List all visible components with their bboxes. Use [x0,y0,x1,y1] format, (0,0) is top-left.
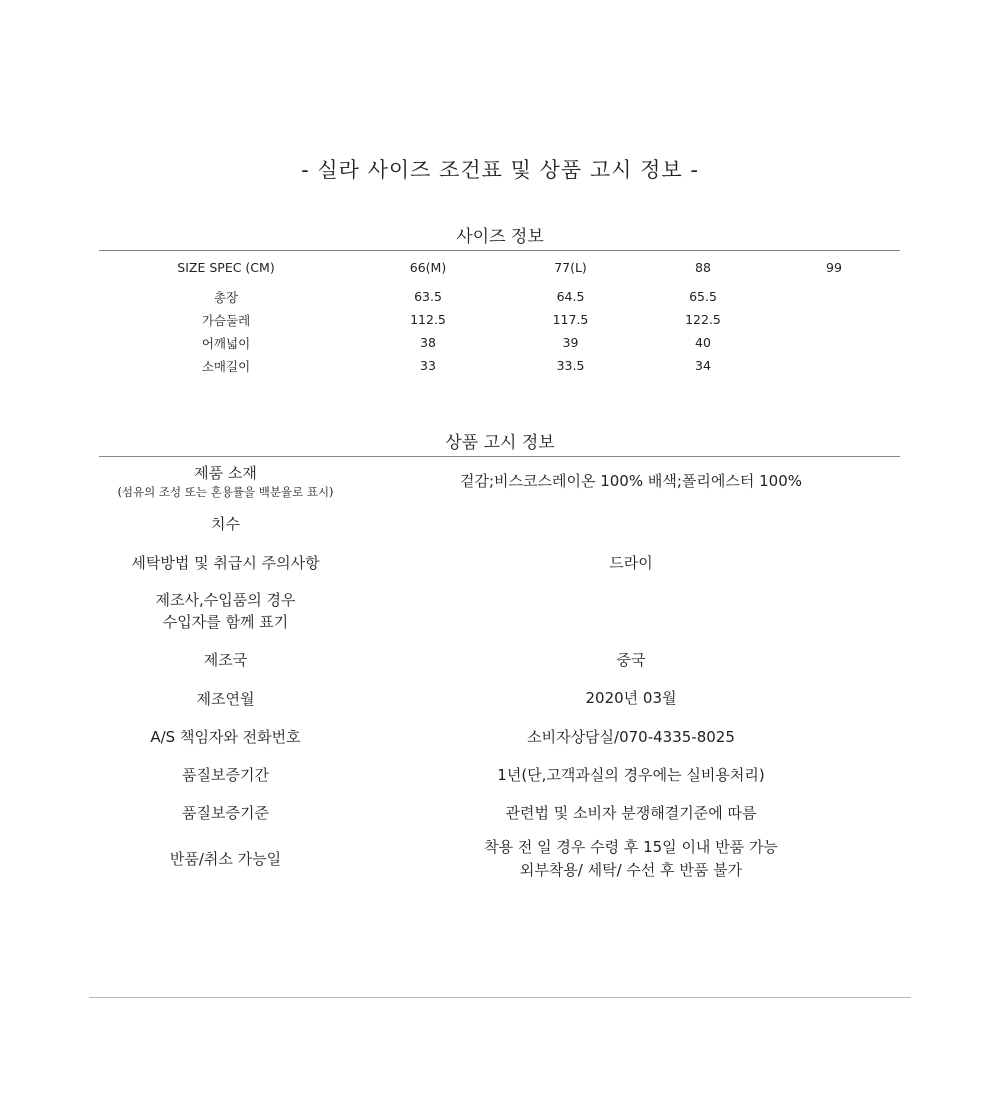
size-header-77: 77(L) [554,259,587,275]
info-value: 중국 [616,650,646,669]
info-label [99,589,352,633]
product-info-table [99,459,900,886]
info-label: 세탁방법 및 취급시 주의사항 [131,554,320,572]
size-section-divider [99,250,900,251]
info-section-title: 상품 고시 정보 [445,433,555,453]
size-table [99,256,900,377]
table-row [99,331,900,354]
size-row-label: 가슴둘레 [201,312,251,328]
size-section-title: 사이즈 정보 [456,227,544,247]
bottom-divider [89,997,911,998]
info-label: 제조국 [203,651,248,669]
table-row [99,354,900,377]
info-section-divider [99,456,900,457]
table-row [99,545,900,581]
size-cell: 34 [695,358,711,373]
size-header-66: 66(M) [409,259,447,275]
size-cell: 38 [420,335,436,350]
size-cell: 64.5 [556,289,585,304]
table-row [99,832,900,886]
info-sublabel: (섬유의 조성 또는 혼용률을 백분율로 표시) [117,485,334,499]
size-cell: 40 [695,335,711,350]
info-label [99,462,352,500]
size-cell: 63.5 [414,289,442,304]
info-value: 1년(단,고객과실의 경우에는 실비용처리) [497,765,765,784]
size-cell: 39 [562,335,579,350]
size-table-header [99,256,900,278]
size-cell: 33.5 [556,358,585,373]
info-value-line1: 착용 전 일 경우 수령 후 15일 이내 반품 가능 [484,838,778,856]
info-label-line1: 제조사,수입품의 경우 [155,591,296,609]
size-header-99: 99 [826,259,842,275]
table-row [99,756,900,794]
size-cell: 33 [420,358,436,373]
size-row-label: 총장 [213,289,239,305]
size-cell: 112.5 [410,312,446,327]
info-label: A/S 책임자와 전화번호 [150,728,301,746]
table-row [99,718,900,756]
table-row [99,503,900,545]
page-title: - 실라 사이즈 조건표 및 상품 고시 정보 - [301,158,699,182]
info-label-line2: 수입자를 함께 표기 [162,613,289,631]
size-header-spec: SIZE SPEC (CM) [177,259,275,275]
size-header-88: 88 [695,259,711,275]
size-cell: 117.5 [552,312,589,327]
table-row [99,581,900,641]
info-value: 겉감;비스코스레이온 100% 배색;폴리에스터 100% [459,471,803,490]
info-label: 치수 [211,515,240,533]
info-label: 제조연월 [196,689,255,708]
info-value-line2: 외부착용/ 세탁/ 수선 후 반품 불가 [519,861,743,879]
table-row [99,459,900,503]
info-value [352,836,900,882]
size-cell: 122.5 [685,312,721,327]
info-label: 품질보증기준 [182,804,269,822]
info-label-text: 제품 소재 [194,464,257,482]
info-label: 반품/취소 가능일 [169,850,282,868]
size-row-label: 소매길이 [201,358,251,374]
table-row [99,641,900,679]
info-value: 2020년 03월 [585,689,677,707]
info-label: 품질보증기간 [182,766,269,784]
table-row [99,285,900,308]
table-row [99,308,900,331]
info-value: 관련법 및 소비자 분쟁해결기준에 따름 [505,803,757,822]
table-row [99,679,900,718]
table-row [99,794,900,832]
info-value: 드라이 [609,553,653,572]
size-cell: 65.5 [689,289,717,304]
size-row-label: 어깨넓이 [201,335,251,351]
info-value: 소비자상담실/070-4335-8025 [527,727,735,746]
